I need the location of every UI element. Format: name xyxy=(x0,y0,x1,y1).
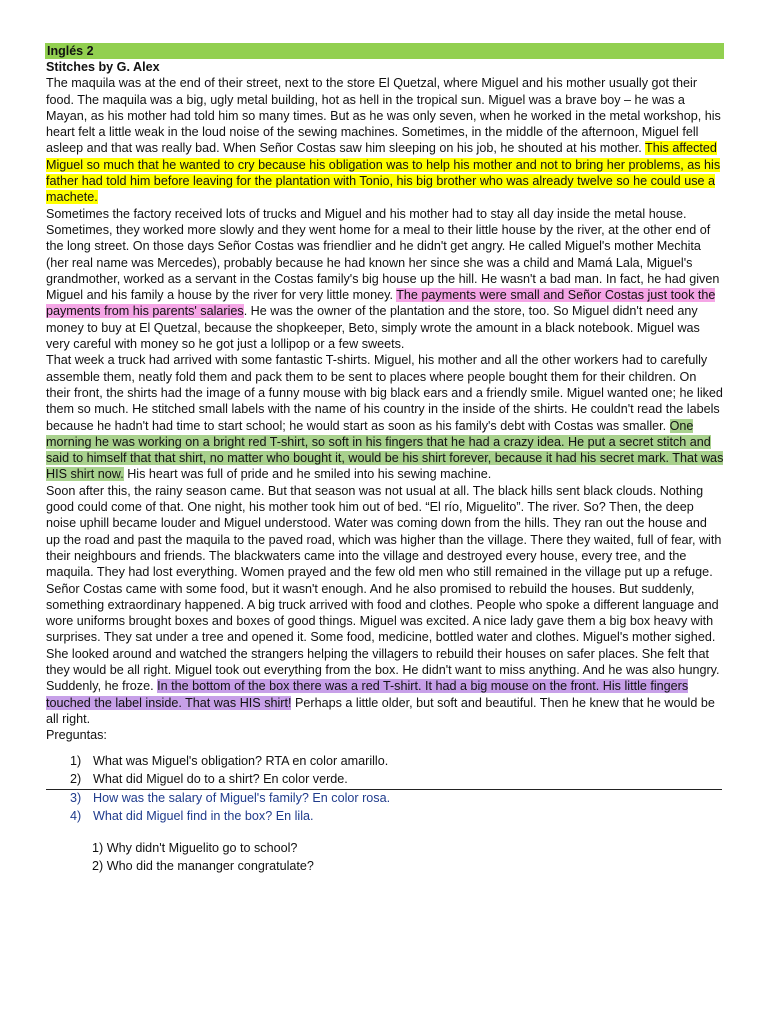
question-text: What was Miguel's obligation? RTA en color amarillo. xyxy=(93,754,389,769)
question-item xyxy=(46,808,724,826)
questions-list xyxy=(46,753,724,788)
highlight-pink-salary: The payments were small and Señor Costas just took the payments from his parents' salaries xyxy=(46,288,716,319)
questions-heading: Preguntas: xyxy=(46,728,107,743)
paragraph-3 xyxy=(46,352,724,482)
paragraph-2-text-b: . He was the owner of the plantation and the store, too. So Miguel didn't need any money to buy at El Quetzal, because the shopkeeper, Beto, simply wrote the amount in a black notebook. Miguel was very careful with money so he got just a lollipop or a few sweets. xyxy=(46,304,700,352)
extra-questions-list xyxy=(46,839,724,875)
question-number: 3) xyxy=(70,791,82,806)
question-number: 2) xyxy=(70,771,82,786)
question-text: How was the salary of Miguel's family? En color rosa. xyxy=(93,791,391,806)
question-item xyxy=(46,790,724,808)
course-title: Inglés 2 xyxy=(47,44,94,58)
paragraph-2-text-a: Sometimes the factory received lots of trucks and Miguel and his mother had to stay all day inside the metal house. Sometimes, they worked more slowly and they went home for a meal to their little house by the river, at the other end of the long street. On those days Señor Costas was friendlier and he didn't get angry. He called Miguel's mother Mechita (her real name was Mercedes), probably because he had known her since she was a child and Mamá Lala, Miguel's grandmother, worked as a servant in the Costas family's big house up the hill. He wasn't a bad man. In fact, he had given Miguel and his family a house by the river for very little money. xyxy=(46,206,720,303)
course-header-bar xyxy=(45,43,724,59)
story-title: Stitches by G. Alex xyxy=(46,60,160,74)
paragraph-3-text-a: That week a truck had arrived with some fantastic T-shirts. Miguel, his mother and all the other workers had to carefully assemble them, neatly fold them and pack them to be sent to places where people bought them for their children. On their front, the shirts had the image of a funny mouse with big black ears and a friendly smile. Miguel wanted one; he liked them so much. He stitched small labels with the name of his country in the inside of the shirts. He couldn't read the labels because he hadn't had time to start school; he would start as soon as his family's debt with Costas was smaller. xyxy=(46,353,723,433)
questions-list-blue xyxy=(46,790,724,825)
paragraph-4-text-b: Perhaps a little older, but soft and beautiful. Then he knew that he would be all right. xyxy=(46,695,715,726)
paragraph-1-text: The maquila was at the end of their street, next to the store El Quetzal, where Miguel and his mother usually got their food. The maquila was a big, ugly metal building, hot as hell in the tropical sun. Miguel was a brave boy – he was a Mayan, as his mother had told him so many times. But as he was only seven, when he worked in the metal workshop, his heart felt a little weak in the loud noise of the sewing machines. Sometimes, in the middle of the afternoon, Miguel fell asleep and that was really bad. When Señor Costas saw him sleeping on his job, he shouted at his mother. xyxy=(46,76,721,156)
extra-question-item: 1) Why didn't Miguelito go to school? xyxy=(92,841,298,856)
paragraph-3-text-b: His heart was full of pride and he smiled into his sewing machine. xyxy=(123,467,492,482)
paragraph-1 xyxy=(46,75,724,205)
question-text: What did Miguel do to a shirt? En color verde. xyxy=(93,771,348,786)
highlight-green-shirt: One morning he was working on a bright red T-shirt, so soft in his fingers that he had a crazy idea. He put a secret stitch and said to himself that that shirt, no matter who bought it, would be his shirt forever, because it had his secret mark. That was HIS shirt now. xyxy=(46,418,724,482)
question-number: 1) xyxy=(70,754,82,769)
highlight-lila-box: In the bottom of the box there was a red T-shirt. It had a big mouse on the front. His little fingers touched the label inside. That was HIS shirt! xyxy=(46,679,689,710)
question-text: What did Miguel find in the box? En lila. xyxy=(93,808,314,823)
paragraph-2 xyxy=(46,206,724,353)
paragraph-4 xyxy=(46,483,724,727)
extra-question-item: 2) Who did the mananger congratulate? xyxy=(92,859,314,874)
paragraph-4-text-a: Soon after this, the rainy season came. But that season was not usual at all. The black hills sent black clouds. Nothing good could come of that. One night, his mother took him out of bed. “El río, Miguelito”. The river. So? Then, the deep noise uphill became louder and Miguel understood. Water was coming down from the hills. They ran out the house and up the road and past the maquila to the paved road, which was higher than the village. There they waited, full of fear, with their neighbours and friends. The blackwaters came into the village and destroyed every house, every tree, and the maquila. They had lost everything. Women prayed and the few old men who still remained in the village put up a refuge. Señor Costas came with some food, but it wasn't enough. And he also promised to rebuild the houses. But suddenly, something extraordinary happened. A big truck arrived with food and clothes. People who spoke a different language and wore uniforms brought boxes and boxes of good things. Miguel was excited. A nice lady gave them a big box heavy with surprises. They sat under a tree and opened it. Some food, medicine, bottled water and clothes. Miguel's mother sighed. She looked around and watched the strangers helping the villagers to rebuild their houses on safer places. She felt that they would be all right. Miguel took out everything from the box. He didn't want to miss anything. And he was also hungry. Suddenly, he froze. xyxy=(46,483,722,694)
story-content xyxy=(46,59,724,875)
question-item xyxy=(46,753,724,771)
question-item xyxy=(46,771,724,789)
question-number: 4) xyxy=(70,808,82,823)
highlight-yellow-obligation: This affected Miguel so much that he wanted to cry because his obligation was to help his mother and not to bring her problems, as his father had told him before leaving for the plantation with Tonio, his big brother who was already twelve so he could use a machete. xyxy=(46,141,721,205)
